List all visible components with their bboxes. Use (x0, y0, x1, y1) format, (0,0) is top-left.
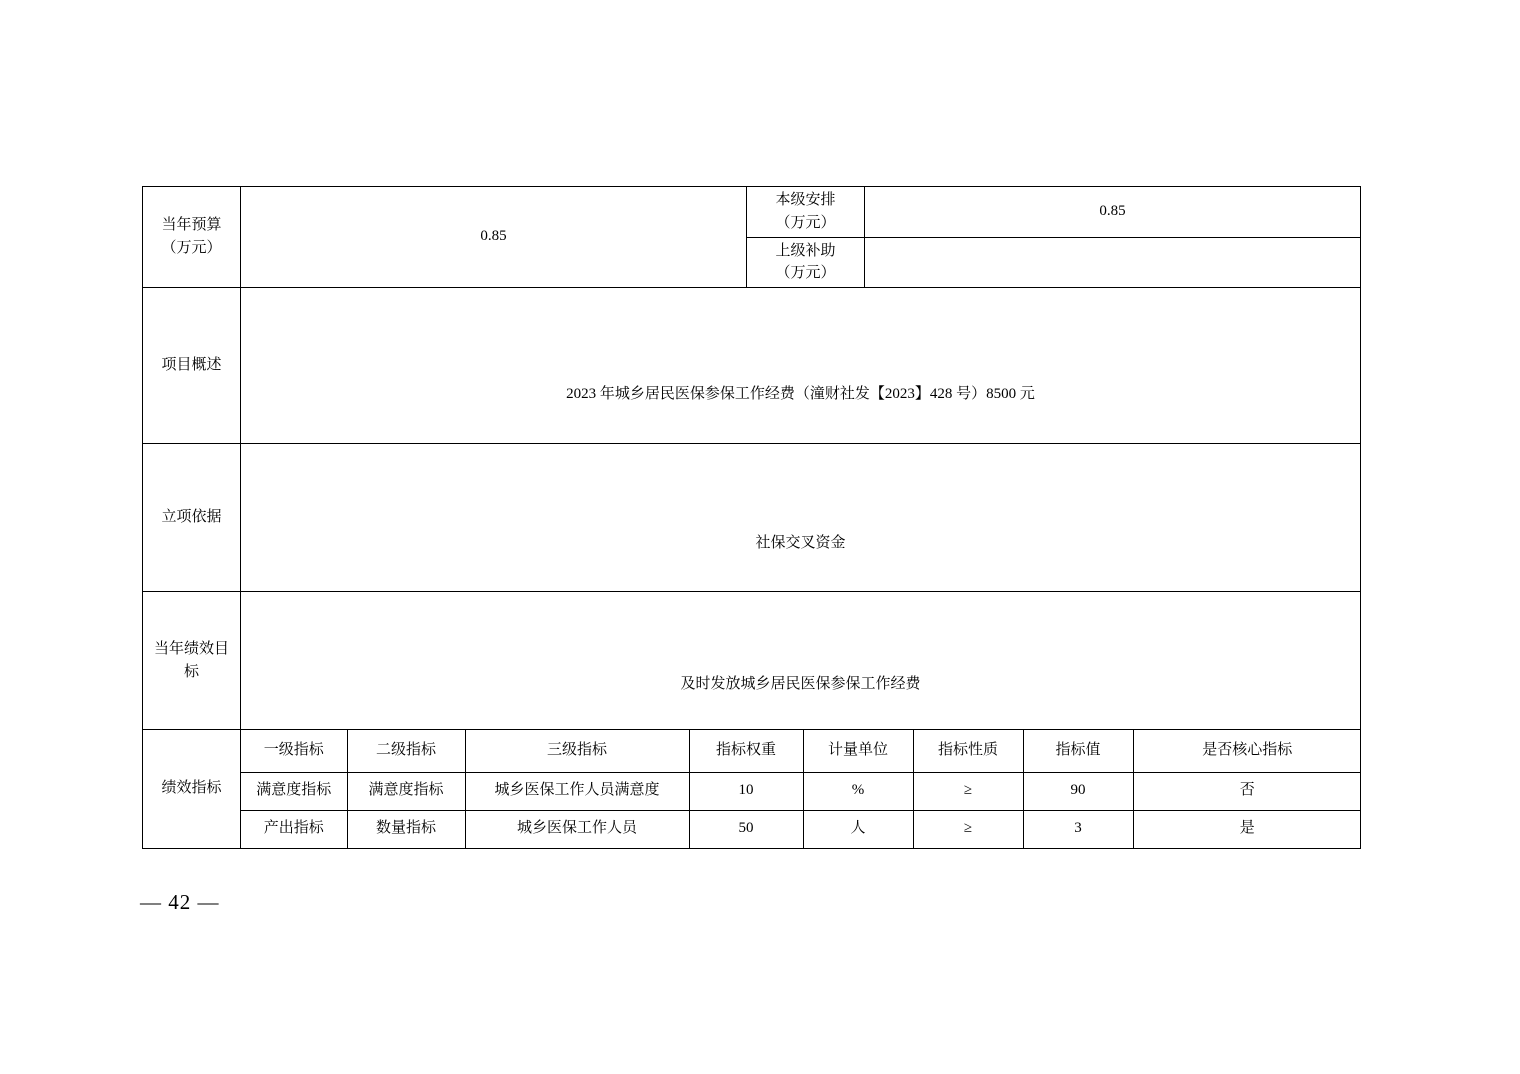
budget-total-value: 0.85 (241, 187, 747, 288)
table-row (143, 444, 1361, 592)
goal-value: 及时发放城乡居民医保参保工作经费 (680, 675, 921, 692)
cell-nature: ≥ (913, 810, 1023, 848)
basis-label: 立项依据 (143, 444, 241, 592)
table-row (241, 772, 1361, 810)
local-arrangement-label-line2: （万元） (775, 214, 836, 231)
project-performance-table (142, 186, 1361, 849)
header-level1: 一级指标 (241, 730, 347, 772)
upper-subsidy-label (747, 237, 865, 288)
local-arrangement-label (747, 187, 865, 238)
table-row (143, 592, 1361, 730)
goal-label-line2: 标 (183, 663, 199, 680)
header-level3: 三级指标 (465, 730, 689, 772)
cell-level3: 城乡医保工作人员满意度 (465, 772, 689, 810)
table-row (143, 187, 1361, 238)
header-weight: 指标权重 (689, 730, 803, 772)
cell-nature: ≥ (913, 772, 1023, 810)
header-nature: 指标性质 (913, 730, 1023, 772)
budget-label-line1: 当年预算 (161, 217, 222, 234)
basis-value-cell (241, 444, 1361, 592)
overview-label: 项目概述 (143, 288, 241, 444)
cell-core: 否 (1133, 772, 1361, 810)
cell-weight: 50 (689, 810, 803, 848)
cell-core: 是 (1133, 810, 1361, 848)
header-unit: 计量单位 (803, 730, 913, 772)
cell-level3: 城乡医保工作人员 (465, 810, 689, 848)
table-row (241, 810, 1361, 848)
goal-label (143, 592, 241, 730)
table-row (143, 288, 1361, 444)
overview-value: 2023 年城乡居民医保参保工作经费（潼财社发【2023】428 号）8500 元 (566, 385, 1035, 402)
cell-value: 90 (1023, 772, 1133, 810)
budget-label-line2: （万元） (161, 240, 222, 256)
basis-value: 社保交叉资金 (755, 534, 846, 551)
page-number: — 42 — (140, 890, 220, 914)
goal-label-line1: 当年绩效目 (153, 640, 229, 657)
header-level2: 二级指标 (347, 730, 465, 772)
cell-level1: 产出指标 (241, 810, 347, 848)
indicators-label: 绩效指标 (143, 730, 241, 849)
indicators-block-row (143, 730, 1361, 849)
upper-subsidy-label-line1: 上级补助 (775, 242, 836, 259)
local-arrangement-value: 0.85 (865, 187, 1361, 238)
header-core: 是否核心指标 (1133, 730, 1361, 772)
goal-value-cell (241, 592, 1361, 730)
upper-subsidy-label-line2: （万元） (775, 265, 836, 282)
cell-weight: 10 (689, 772, 803, 810)
indicators-header-row (241, 730, 1361, 772)
local-arrangement-label-line1: 本级安排 (775, 192, 836, 208)
cell-value: 3 (1023, 810, 1133, 848)
budget-label (143, 187, 241, 288)
cell-unit: 人 (803, 810, 913, 848)
upper-subsidy-value (865, 237, 1361, 288)
indicators-table (241, 730, 1361, 848)
cell-unit: % (803, 772, 913, 810)
cell-level2: 满意度指标 (347, 772, 465, 810)
cell-level1: 满意度指标 (241, 772, 347, 810)
cell-level2: 数量指标 (347, 810, 465, 848)
header-value: 指标值 (1023, 730, 1133, 772)
overview-value-cell (241, 288, 1361, 444)
